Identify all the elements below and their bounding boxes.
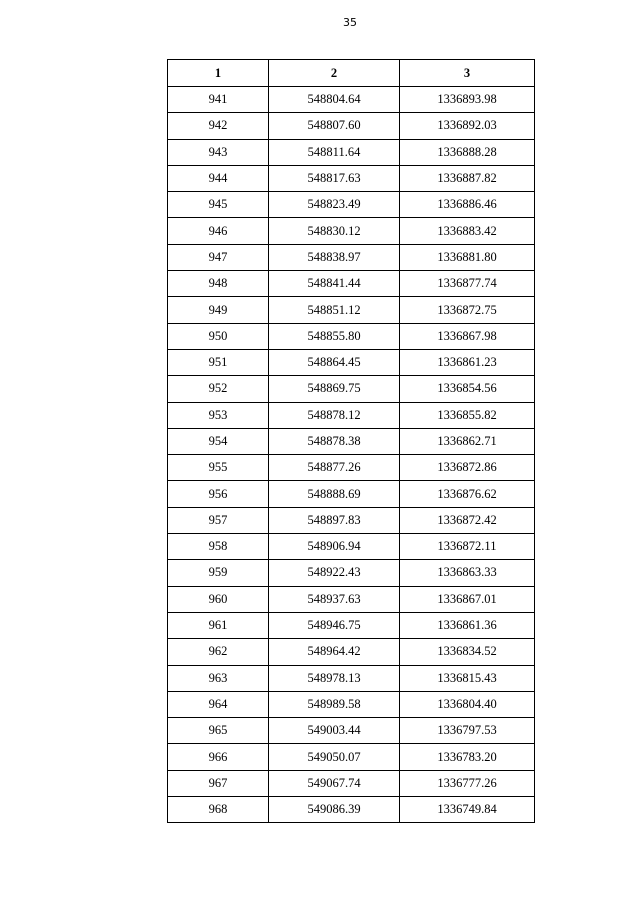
point-number-cell: 966 [168,744,269,770]
table-row [168,428,535,454]
table-row [168,218,535,244]
table-row [168,402,535,428]
table-row [168,323,535,349]
x-coordinate-cell: 548922.43 [269,560,400,586]
table-row [168,271,535,297]
x-coordinate-cell: 548964.42 [269,639,400,665]
table-row [168,349,535,375]
point-number-cell: 964 [168,691,269,717]
point-number-cell: 944 [168,165,269,191]
coordinates-table [167,59,535,823]
point-number-cell: 948 [168,271,269,297]
y-coordinate-cell: 1336872.86 [400,455,535,481]
y-coordinate-cell: 1336877.74 [400,271,535,297]
y-coordinate-cell: 1336862.71 [400,428,535,454]
x-coordinate-cell: 548817.63 [269,165,400,191]
column-header: 1 [168,60,269,87]
x-coordinate-cell: 548946.75 [269,612,400,638]
table-body [168,87,535,823]
point-number-cell: 951 [168,349,269,375]
y-coordinate-cell: 1336861.23 [400,349,535,375]
y-coordinate-cell: 1336834.52 [400,639,535,665]
x-coordinate-cell: 548906.94 [269,534,400,560]
y-coordinate-cell: 1336892.03 [400,113,535,139]
point-number-cell: 965 [168,718,269,744]
point-number-cell: 942 [168,113,269,139]
y-coordinate-cell: 1336883.42 [400,218,535,244]
y-coordinate-cell: 1336872.11 [400,534,535,560]
y-coordinate-cell: 1336863.33 [400,560,535,586]
point-number-cell: 962 [168,639,269,665]
y-coordinate-cell: 1336855.82 [400,402,535,428]
x-coordinate-cell: 548864.45 [269,349,400,375]
table-row [168,534,535,560]
point-number-cell: 947 [168,244,269,270]
table-row [168,612,535,638]
point-number-cell: 959 [168,560,269,586]
y-coordinate-cell: 1336872.75 [400,297,535,323]
x-coordinate-cell: 549050.07 [269,744,400,770]
point-number-cell: 955 [168,455,269,481]
x-coordinate-cell: 548811.64 [269,139,400,165]
y-coordinate-cell: 1336861.36 [400,612,535,638]
x-coordinate-cell: 548823.49 [269,192,400,218]
y-coordinate-cell: 1336854.56 [400,376,535,402]
point-number-cell: 943 [168,139,269,165]
y-coordinate-cell: 1336867.98 [400,323,535,349]
table-row [168,770,535,796]
x-coordinate-cell: 548888.69 [269,481,400,507]
point-number-cell: 961 [168,612,269,638]
y-coordinate-cell: 1336881.80 [400,244,535,270]
x-coordinate-cell: 549003.44 [269,718,400,744]
table-row [168,560,535,586]
point-number-cell: 945 [168,192,269,218]
table-row [168,376,535,402]
table-row [168,481,535,507]
table-row [168,691,535,717]
table-row [168,744,535,770]
x-coordinate-cell: 548851.12 [269,297,400,323]
table-row [168,244,535,270]
y-coordinate-cell: 1336783.20 [400,744,535,770]
y-coordinate-cell: 1336815.43 [400,665,535,691]
table-row [168,113,535,139]
table-row [168,507,535,533]
point-number-cell: 967 [168,770,269,796]
table-row [168,165,535,191]
x-coordinate-cell: 548830.12 [269,218,400,244]
point-number-cell: 957 [168,507,269,533]
table-row [168,586,535,612]
table-row [168,139,535,165]
point-number-cell: 963 [168,665,269,691]
table-row [168,297,535,323]
y-coordinate-cell: 1336886.46 [400,192,535,218]
table-row [168,718,535,744]
x-coordinate-cell: 549067.74 [269,770,400,796]
point-number-cell: 954 [168,428,269,454]
point-number-cell: 968 [168,797,269,823]
point-number-cell: 952 [168,376,269,402]
table-row [168,87,535,113]
x-coordinate-cell: 548937.63 [269,586,400,612]
point-number-cell: 958 [168,534,269,560]
point-number-cell: 953 [168,402,269,428]
x-coordinate-cell: 548838.97 [269,244,400,270]
point-number-cell: 946 [168,218,269,244]
x-coordinate-cell: 548841.44 [269,271,400,297]
table-row [168,639,535,665]
x-coordinate-cell: 548855.80 [269,323,400,349]
y-coordinate-cell: 1336804.40 [400,691,535,717]
x-coordinate-cell: 548978.13 [269,665,400,691]
x-coordinate-cell: 548804.64 [269,87,400,113]
x-coordinate-cell: 548878.38 [269,428,400,454]
point-number-cell: 941 [168,87,269,113]
point-number-cell: 956 [168,481,269,507]
point-number-cell: 960 [168,586,269,612]
y-coordinate-cell: 1336749.84 [400,797,535,823]
x-coordinate-cell: 548869.75 [269,376,400,402]
page-number: 35 [343,16,357,29]
x-coordinate-cell: 548878.12 [269,402,400,428]
table-row [168,665,535,691]
y-coordinate-cell: 1336893.98 [400,87,535,113]
column-header: 3 [400,60,535,87]
point-number-cell: 949 [168,297,269,323]
x-coordinate-cell: 548989.58 [269,691,400,717]
point-number-cell: 950 [168,323,269,349]
table-header-row [168,60,535,87]
y-coordinate-cell: 1336872.42 [400,507,535,533]
x-coordinate-cell: 548897.83 [269,507,400,533]
y-coordinate-cell: 1336887.82 [400,165,535,191]
y-coordinate-cell: 1336797.53 [400,718,535,744]
x-coordinate-cell: 548807.60 [269,113,400,139]
y-coordinate-cell: 1336867.01 [400,586,535,612]
table-row [168,797,535,823]
y-coordinate-cell: 1336888.28 [400,139,535,165]
table-row [168,192,535,218]
x-coordinate-cell: 549086.39 [269,797,400,823]
column-header: 2 [269,60,400,87]
y-coordinate-cell: 1336876.62 [400,481,535,507]
y-coordinate-cell: 1336777.26 [400,770,535,796]
table-row [168,455,535,481]
x-coordinate-cell: 548877.26 [269,455,400,481]
